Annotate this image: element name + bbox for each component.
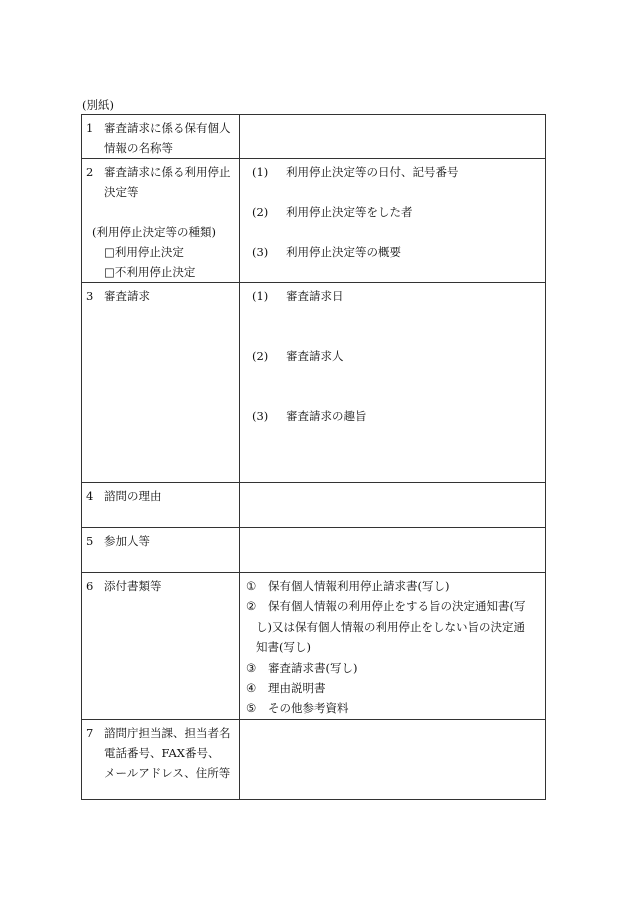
row2-value-cell <box>240 159 546 283</box>
list-item: (3) 審査請求の趣旨 <box>252 409 367 423</box>
row-number: 7 <box>86 725 94 740</box>
row3-value-cell <box>240 283 546 483</box>
row1-label-cell <box>82 115 240 159</box>
list-item: (3) 利用停止決定等の概要 <box>252 245 401 259</box>
row1-value-cell[interactable] <box>240 115 546 159</box>
list-item: (1) 審査請求日 <box>252 289 344 303</box>
row1-title-line1: 審査請求に係る保有個人 <box>104 121 231 135</box>
attachment-label: (別紙) <box>82 98 114 112</box>
row-number: 3 <box>86 289 94 303</box>
row3-title: 審査請求 <box>104 289 150 303</box>
attachment-item: ③ 審査請求書(写し) <box>246 660 358 675</box>
row6-label-cell <box>82 573 240 720</box>
table-row <box>82 115 546 159</box>
row2-label-cell <box>82 159 240 283</box>
row5-label-cell <box>82 528 240 573</box>
table-row <box>82 719 546 799</box>
option-non-suspension-decision[interactable]: □不利用停止決定 <box>104 265 196 279</box>
row7-value-cell[interactable] <box>240 719 546 799</box>
row6-value-cell <box>240 573 546 720</box>
row7-title-line3: メールアドレス、住所等 <box>104 765 231 780</box>
row7-label-cell <box>82 719 240 799</box>
table-row <box>82 159 546 283</box>
row4-title: 諮問の理由 <box>104 489 162 503</box>
table-row <box>82 283 546 483</box>
attachment-item: ① 保有個人情報利用停止請求書(写し) <box>246 579 450 593</box>
row7-title-line1: 諮問庁担当課、担当者名 <box>104 725 231 740</box>
attachment-item: ⑤ その他参考資料 <box>246 701 349 716</box>
row7-title-line2: 電話番号、FAX番号、 <box>104 745 220 760</box>
row1-title-line2: 情報の名称等 <box>104 141 173 155</box>
row4-value-cell[interactable] <box>240 483 546 528</box>
attachment-item: ② 保有個人情報の利用停止をする旨の決定通知書(写 し)又は保有個人情報の利用停止をしない旨の決定通 知書(写し) <box>246 599 526 655</box>
row-number: 6 <box>86 579 94 593</box>
row5-title: 参加人等 <box>104 534 150 548</box>
row4-label-cell <box>82 483 240 528</box>
row-number: 1 <box>86 121 94 135</box>
row2-title-line1: 審査請求に係る利用停止 <box>104 165 231 179</box>
review-request-form-table <box>81 114 546 800</box>
row-number: 5 <box>86 534 94 548</box>
row-number: 2 <box>86 165 94 179</box>
table-row <box>82 528 546 573</box>
row2-title-line2: 決定等 <box>104 185 139 199</box>
list-item: (1) 利用停止決定等の日付、記号番号 <box>252 165 459 179</box>
row5-value-cell[interactable] <box>240 528 546 573</box>
table-row <box>82 573 546 720</box>
row-number: 4 <box>86 489 94 503</box>
list-item: (2) 利用停止決定等をした者 <box>252 205 413 219</box>
list-item: (2) 審査請求人 <box>252 349 344 363</box>
table-row <box>82 483 546 528</box>
row3-label-cell <box>82 283 240 483</box>
row6-title: 添付書類等 <box>104 579 162 593</box>
option-suspension-decision[interactable]: □利用停止決定 <box>104 245 184 259</box>
attachment-item: ④ 理由説明書 <box>246 681 326 696</box>
decision-kind-heading: (利用停止決定等の種類) <box>92 225 216 239</box>
